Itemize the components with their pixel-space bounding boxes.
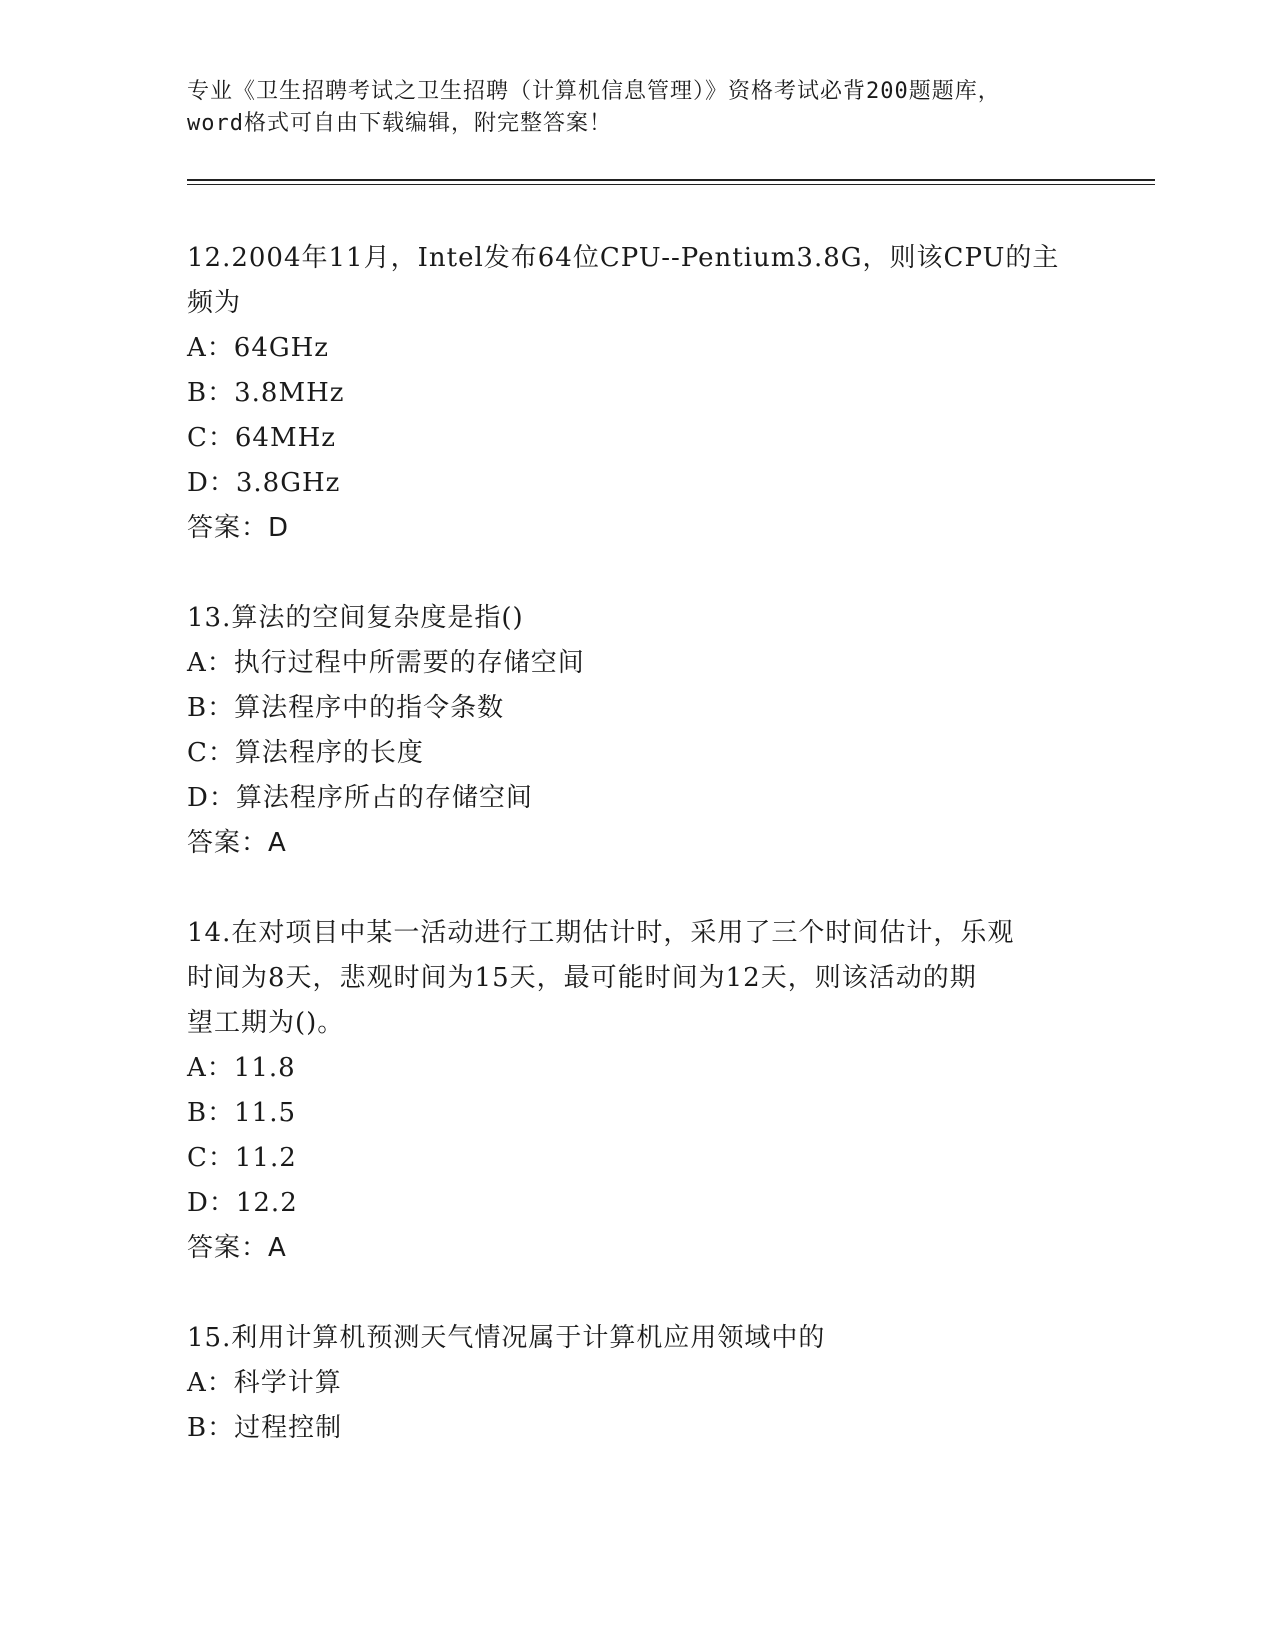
header-line-1: 专业《卫生招聘考试之卫生招聘（计算机信息管理）》资格考试必背200题题库， xyxy=(187,79,1001,104)
question-stem: 13.算法的空间复杂度是指() xyxy=(187,603,524,633)
spacer xyxy=(187,551,1087,596)
question-stem: 时间为8天，悲观时间为15天，最可能时间为12天，则该活动的期 xyxy=(187,963,977,993)
question-stem: 频为 xyxy=(187,288,242,318)
option-b: B：算法程序中的指令条数 xyxy=(187,693,505,723)
header-rule-thin xyxy=(187,184,1155,185)
option-a: A：执行过程中所需要的存储空间 xyxy=(187,648,585,678)
answer-label: 答案：A xyxy=(187,1233,287,1263)
question-stem: 14.在对项目中某一活动进行工期估计时，采用了三个时间估计，乐观 xyxy=(187,918,1015,948)
option-b: B：过程控制 xyxy=(187,1413,343,1443)
header-line-2: word格式可自由下载编辑，附完整答案！ xyxy=(187,111,612,136)
question-list xyxy=(187,236,1087,1451)
question-block xyxy=(187,596,1087,866)
option-c: C：11.2 xyxy=(187,1143,297,1173)
option-b: B：3.8MHz xyxy=(187,378,345,408)
question-stem: 15.利用计算机预测天气情况属于计算机应用领域中的 xyxy=(187,1323,826,1353)
option-d: D：12.2 xyxy=(187,1188,298,1218)
spacer xyxy=(187,866,1087,911)
answer-label: 答案：D xyxy=(187,513,290,543)
question-block xyxy=(187,1316,1087,1451)
option-c: C：算法程序的长度 xyxy=(187,738,424,768)
question-block xyxy=(187,911,1087,1271)
question-stem: 12.2004年11月，Intel发布64位CPU--Pentium3.8G，则该CPU的主 xyxy=(187,243,1060,273)
question-block xyxy=(187,236,1087,551)
spacer xyxy=(187,1271,1087,1316)
header-rule-thick xyxy=(187,179,1155,181)
option-d: D：3.8GHz xyxy=(187,468,341,498)
option-a: A：科学计算 xyxy=(187,1368,342,1398)
option-a: A：11.8 xyxy=(187,1053,296,1083)
document-header xyxy=(187,76,1087,140)
question-stem: 望工期为()。 xyxy=(187,1008,345,1038)
option-b: B：11.5 xyxy=(187,1098,296,1128)
answer-label: 答案：A xyxy=(187,828,287,858)
option-c: C：64MHz xyxy=(187,423,336,453)
option-d: D：算法程序所占的存储空间 xyxy=(187,783,533,813)
option-a: A：64GHz xyxy=(187,333,330,363)
